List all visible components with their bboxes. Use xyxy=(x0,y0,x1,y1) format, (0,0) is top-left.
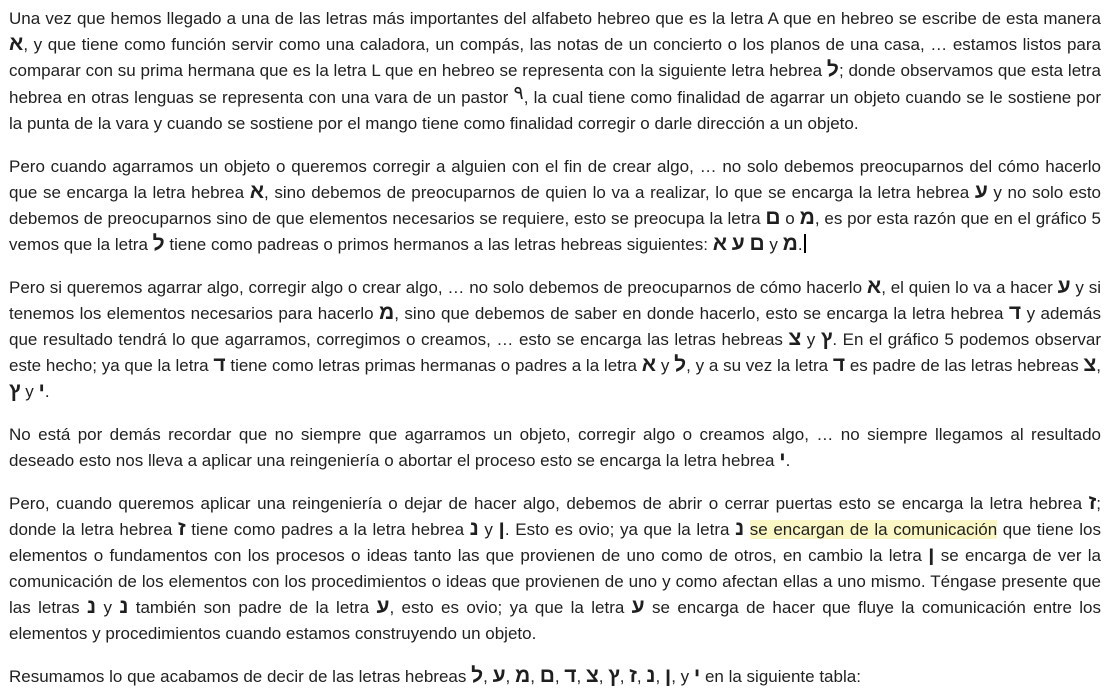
text-cursor xyxy=(804,234,806,253)
hebrew-letter: ץ xyxy=(9,379,21,402)
text-run: Resumamos lo que acabamos de decir de las letras hebreas xyxy=(9,667,472,686)
hebrew-letter: נ xyxy=(735,517,745,540)
hebrew-letter: י xyxy=(38,379,45,402)
highlighted-text: se encargan de la comunicación xyxy=(749,520,998,539)
text-run: , sino que debemos de saber en donde hacerlo, esto se encarga la letra hebrea xyxy=(394,304,1009,323)
text-run: también son padre de la letra xyxy=(128,598,377,617)
paragraph xyxy=(9,664,1101,690)
hebrew-letter: א xyxy=(866,275,882,298)
text-run: se encarga de ver la comunicación de los elementos con los procedimientos o ideas que provienen de uno y como afectan ellas a uno mismo. Téngase presente que las letras xyxy=(9,546,1101,617)
hebrew-letter: ז xyxy=(1088,491,1097,514)
hebrew-letter: ץ xyxy=(608,664,620,687)
hebrew-letter: מ xyxy=(782,232,798,255)
text-run: , xyxy=(598,667,609,686)
text-run: No está por demás recordar que no siempre que agarramos un objeto, corregir algo o creamos algo, … no siempre llegamos al resultado deseado esto nos lleva a aplicar una reingeniería o abortar el proceso esto se encarga la letra hebrea xyxy=(9,425,1101,470)
paragraph xyxy=(9,491,1101,647)
text-run: , es por esta razón que en el gráfico 5 vemos que la letra xyxy=(9,209,1101,254)
text-run: y xyxy=(801,330,821,349)
text-run: , xyxy=(655,667,665,686)
text-run: , la cual tiene como finalidad de agarrar un objeto cuando se le sostiene por la punta de la vara y cuando se sostiene por el mango tiene como finalidad corregir o darle dirección a un objeto. xyxy=(9,88,1101,133)
text-run: . xyxy=(785,451,791,470)
hebrew-letter: ז xyxy=(178,517,186,540)
hebrew-letter: ד xyxy=(1008,301,1022,324)
text-run: , esto es ovio; ya que la letra xyxy=(389,598,632,617)
hebrew-letter: ע xyxy=(974,180,988,203)
paragraph xyxy=(9,154,1101,258)
text-run: , xyxy=(576,667,586,686)
hebrew-letter: נ xyxy=(87,595,97,618)
hebrew-letter: מ xyxy=(799,206,815,229)
hebrew-letter: י xyxy=(779,448,786,471)
hebrew-letter: ץ xyxy=(820,327,833,350)
hebrew-letter: ז xyxy=(629,664,637,687)
hebrew-letter: ן xyxy=(928,543,935,566)
text-run: , xyxy=(636,667,647,686)
hebrew-letter: ע xyxy=(731,232,745,255)
text-run: . En el gráfico 5 podemos observar este hecho; ya que la letra xyxy=(9,330,1101,375)
hebrew-letter: ד xyxy=(213,353,226,376)
text-run: , y xyxy=(671,667,694,686)
hebrew-letter: א xyxy=(249,180,265,203)
text-run: y si tenemos los elementos necesarios para hacerlo xyxy=(9,278,1101,323)
hebrew-letter: ן xyxy=(664,664,672,687)
text-run: , xyxy=(1096,356,1101,375)
hebrew-letter: ם xyxy=(749,232,765,255)
text-run: , xyxy=(530,667,540,686)
text-run: y no solo esto debemos de preocuparnos sino de que elementos necesarios se requiere, esto se preocupa la letra xyxy=(9,183,1102,228)
text-run: , y a su vez la letra xyxy=(686,356,833,375)
hebrew-letter: ם xyxy=(765,206,781,229)
hebrew-letter: מ xyxy=(379,301,395,324)
text-run: , sino debemos de preocuparnos de quien lo va a realizar, lo que se encarga la letra hebrea xyxy=(264,183,975,202)
hebrew-letter: א xyxy=(712,232,728,255)
text-run: y xyxy=(656,356,675,375)
hebrew-letter: ע xyxy=(1057,275,1071,298)
hebrew-letter: ע xyxy=(631,595,645,618)
paragraph xyxy=(9,422,1101,474)
text-run: ; donde la letra hebrea xyxy=(9,494,1101,539)
hebrew-letter: מ xyxy=(515,664,531,687)
text-run: que tiene los elementos o fundamentos con los procesos o ideas tanto las que provienen de uno como de otros, en cambio la letra xyxy=(9,520,1101,565)
hebrew-letter: ן xyxy=(498,517,505,540)
hebrew-letter: ד xyxy=(832,353,846,376)
text-run: , xyxy=(619,667,630,686)
text-run xyxy=(744,520,750,539)
text-run: y además que resultado tendrá lo que agarramos, corregimos o creamos, … esto se encarga las letras hebreas xyxy=(9,304,1101,349)
text-run: y xyxy=(478,520,499,539)
hebrew-letter: נ xyxy=(469,517,479,540)
text-run: tiene como letras primas hermanas o padres a la letra xyxy=(225,356,642,375)
text-run: tiene como padreas o primos hermanos a las letras hebreas siguientes: xyxy=(164,235,713,254)
hebrew-letter: צ xyxy=(585,664,599,687)
hebrew-letter: י xyxy=(693,664,701,687)
text-run: o xyxy=(780,209,800,228)
hebrew-letter: נ xyxy=(646,664,656,687)
hebrew-letter: ל xyxy=(471,664,484,687)
text-run: , xyxy=(505,667,515,686)
hebrew-letter: ל xyxy=(152,232,165,255)
text-run: . Esto es ovio; ya que la letra xyxy=(504,520,736,539)
text-run: . xyxy=(797,235,803,254)
hebrew-letter: ע xyxy=(376,595,390,618)
hebrew-letter: ע xyxy=(492,664,506,687)
text-run: , xyxy=(554,667,565,686)
hebrew-letter: ד xyxy=(564,664,577,687)
text-run: , el quien lo va a hacer xyxy=(881,278,1058,297)
text-run: tiene como padres a la letra hebrea xyxy=(185,520,470,539)
text-run: y xyxy=(20,382,39,401)
text-run: es padre de las letras hebreas xyxy=(845,356,1084,375)
hebrew-letter: נ xyxy=(119,595,129,618)
text-run: Una vez que hemos llegado a una de las letras más importantes del alfabeto hebreo que es la letra A que en hebreo se escribe de esta manera xyxy=(9,9,1101,28)
text-run: y xyxy=(764,235,783,254)
paragraph xyxy=(9,6,1101,137)
text-run: y xyxy=(96,598,120,617)
text-run: Pero si queremos agarrar algo, corregir algo o crear algo, … no solo debemos de preocuparnos de cómo hacerlo xyxy=(9,278,867,297)
text-run: Pero cuando agarramos un objeto o queremos corregir a alguien con el fin de crear algo, … no solo debemos preocuparnos del cómo hacerlo que se encarga la letra hebrea xyxy=(9,157,1101,202)
paragraph xyxy=(9,275,1101,405)
hebrew-letter: צ xyxy=(788,327,802,350)
text-run: , y que tiene como función servir como una caladora, un compás, las notas de un concierto o los planos de una casa, … estamos listos para comparar con su prima hermana que es la letra L que en hebreo se representa con la siguiente letra hebrea xyxy=(9,35,1101,80)
text-run: , xyxy=(483,667,493,686)
hebrew-letter: ל xyxy=(826,58,839,81)
text-run: . xyxy=(44,382,50,401)
hebrew-letter: ל xyxy=(674,353,687,376)
hebrew-letter: צ xyxy=(1083,353,1097,376)
hebrew-letter: ם xyxy=(539,664,555,687)
text-run: en la siguiente tabla: xyxy=(700,667,861,686)
text-run: ; donde observamos que esta letra hebrea en otras lenguas se representa con una vara de un pastor xyxy=(9,61,1101,107)
shepherd-crook-glyph: ٩ xyxy=(513,83,524,104)
text-run: se encarga de hacer que fluye la comunicación entre los elementos y procedimientos cuando estamos construyendo un objeto. xyxy=(9,598,1101,643)
hebrew-letter: א xyxy=(9,32,24,55)
hebrew-letter: א xyxy=(641,353,657,376)
text-run: Pero, cuando queremos aplicar una reingeniería o dejar de hacer algo, debemos de abrir o cerrar puertas esto se encarga la letra hebrea xyxy=(9,494,1089,513)
